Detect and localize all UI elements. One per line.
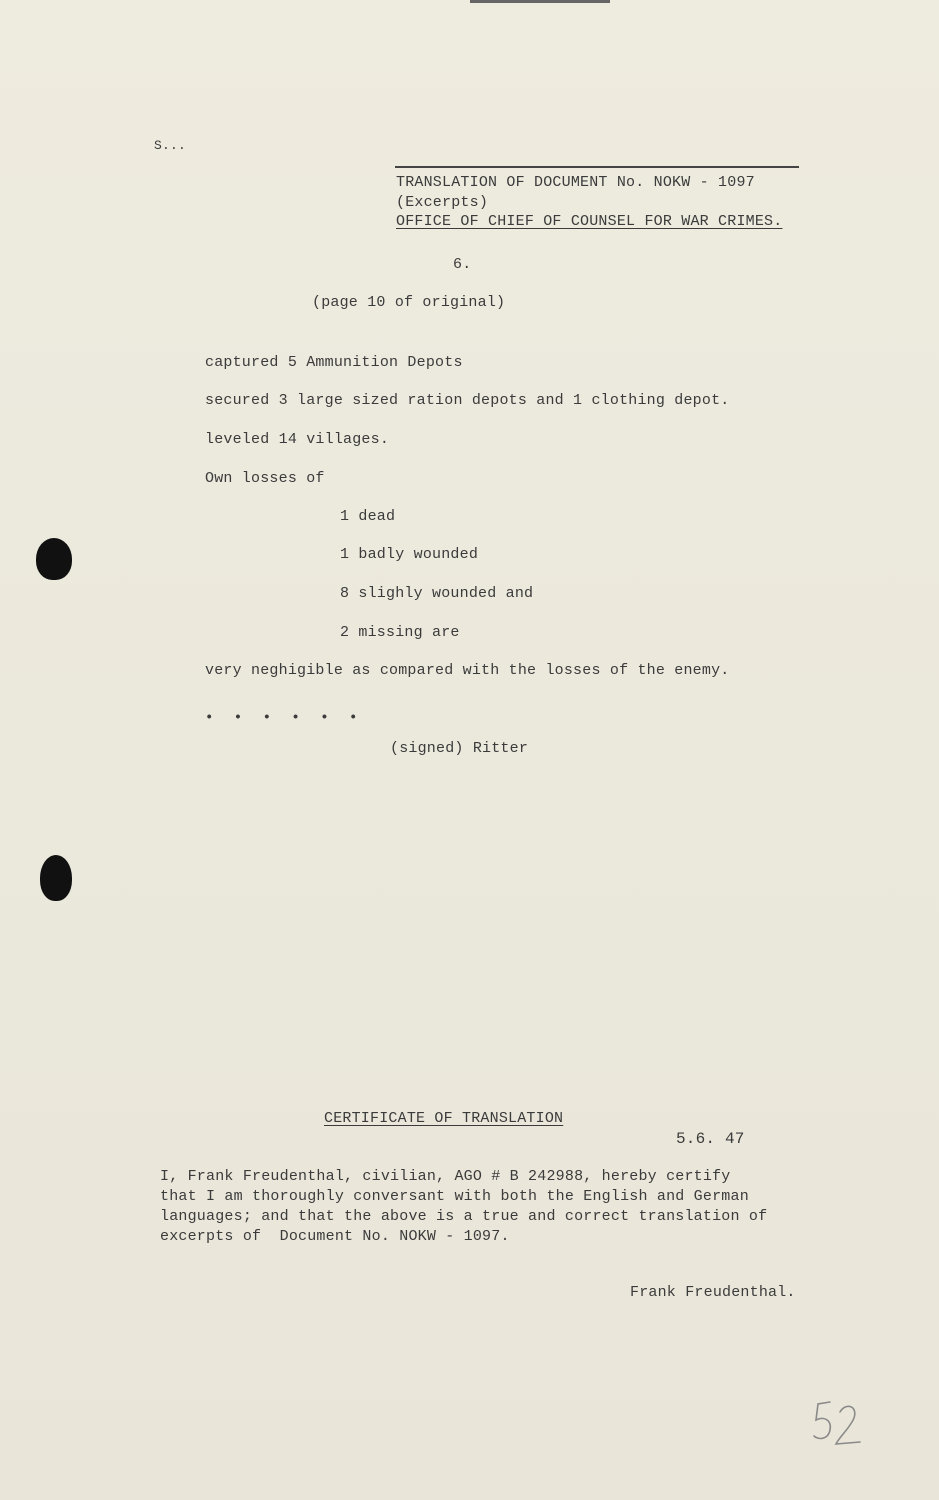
certificate-signer: Frank Freudenthal. [630,1284,796,1301]
certificate-date: 5.6. 47 [676,1130,745,1148]
body-line-4: Own losses of [205,470,325,487]
header-rule [395,166,799,168]
corner-mark: S... [154,138,187,153]
loss-item-4: 2 missing are [340,624,460,641]
signature: (signed) Ritter [390,740,529,757]
body-line-1: captured 5 Ammunition Depots [205,354,463,371]
loss-item-1: 1 dead [340,508,396,525]
loss-item-3: 8 slighly wounded and [340,585,534,602]
certificate-title: CERTIFICATE OF TRANSLATION [324,1110,564,1127]
certificate-line-3: languages; and that the above is a true and correct translation of [160,1208,768,1225]
certificate-line-1: I, Frank Freudenthal, civilian, AGO # B 242988, hereby certify [160,1168,731,1185]
punch-hole-bottom [40,855,72,901]
header-title: TRANSLATION OF DOCUMENT No. NOKW - 1097 [396,174,755,191]
loss-item-2: 1 badly wounded [340,546,479,563]
ellipsis-dots: • • • • • • [205,710,364,726]
certificate-line-4: excerpts of Document No. NOKW - 1097. [160,1228,510,1245]
body-line-2: secured 3 large sized ration depots and 1 clothing depot. [205,392,730,409]
page-reference: (page 10 of original) [312,294,506,311]
header-excerpts: (Excerpts) [396,194,489,211]
header-office: OFFICE OF CHIEF OF COUNSEL FOR WAR CRIMES. [396,213,783,230]
handwritten-page-number-graphic [810,1398,870,1448]
top-edge-mark [470,0,610,3]
body-line-5: very neghigible as compared with the losses of the enemy. [205,662,730,679]
handwritten-page-number [810,1398,870,1448]
certificate-line-2: that I am thoroughly conversant with both the English and German [160,1188,749,1205]
body-line-3: leveled 14 villages. [205,431,390,448]
page-number: 6. [453,256,472,273]
punch-hole-top [36,538,72,580]
